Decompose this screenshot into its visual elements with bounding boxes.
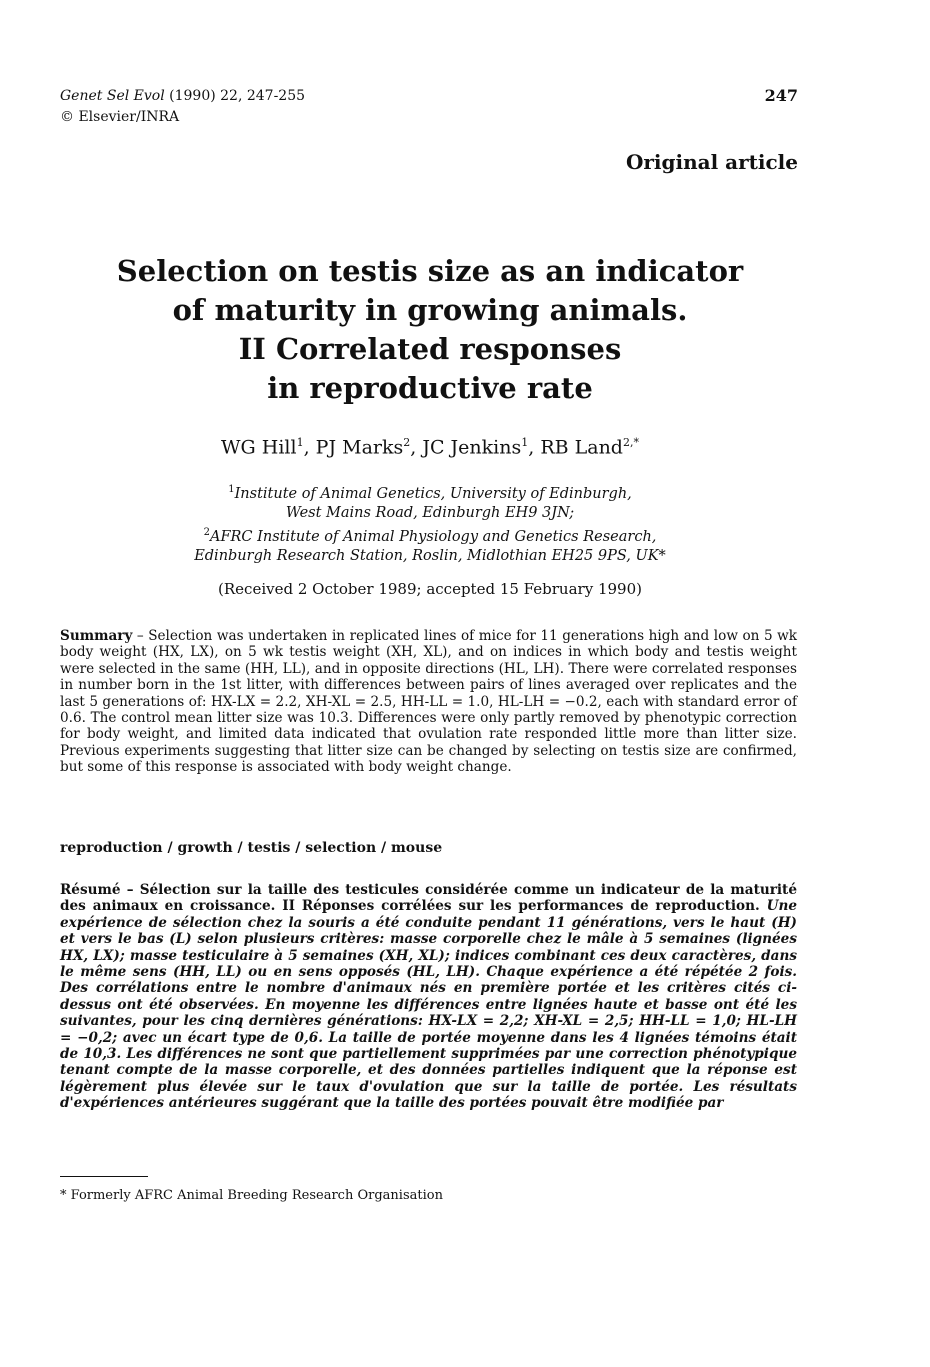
summary-label: Summary bbox=[60, 628, 133, 644]
footnote-rule bbox=[60, 1176, 148, 1177]
title-line: Selection on testis size as an indicator bbox=[116, 254, 744, 288]
journal-citation bbox=[60, 86, 305, 128]
summary-paragraph bbox=[60, 628, 797, 776]
author-affil-marker: 1 bbox=[296, 436, 304, 449]
affiliation-line: Edinburgh Research Station, Roslin, Midlothian EH25 9PS, UK* bbox=[194, 547, 666, 564]
author-list: WG Hill$^1$, PJ Marks$^2$, JC Jenkins$^1$, RB Land$^{2,*}$ bbox=[221, 436, 639, 459]
summary-text: – Selection was undertaken in replicated lines of mice for 11 generations high and low on 5 wk body weight (HX, LX), on 5 wk testis weight (XH, XL), and on indices in which body and testis weight were selected in the same (HH, LL), and in opposite directions (HL, LH). There were correlated responses in number born in the 1st litter, with differences between pairs of lines averaged over replicates and the last 5 generations of: HX-LX = 2.2, XH-XL = 2.5, HH-LL = 1.0, HL-LH = −0.2, each with standard error of 0.6. The control mean litter size was 10.3. Differences were only partly removed by phenotypic correction for body weight, and limited data indicated that ovulation rate responded little more than litter size. Previous experiments suggesting that litter size can be changed by selecting on testis size are confirmed, but some of this response is associated with body weight change. bbox=[60, 628, 797, 776]
copyright-line: © Elsevier/INRA bbox=[60, 109, 180, 125]
keywords: reproduction / growth / testis / selection / mouse bbox=[60, 840, 443, 856]
affiliation-line: Institute of Animal Genetics, University of Edinburgh, bbox=[234, 485, 632, 502]
author-affil-marker: 2,* bbox=[622, 436, 639, 449]
resume-title: Résumé – Sélection sur la taille des testicules considérée comme un indicateur de la maturité des animaux en croissance. II Réponses corrélées sur les performances de reproduction. bbox=[60, 882, 797, 915]
article-type: Original article bbox=[625, 150, 798, 174]
author-name: WG Hill bbox=[221, 436, 297, 459]
title-line: in reproductive rate bbox=[267, 371, 593, 405]
resume-paragraph bbox=[60, 882, 797, 1112]
affiliations bbox=[60, 480, 800, 566]
footnote: * Formerly AFRC Animal Breeding Research Organisation bbox=[60, 1188, 443, 1203]
title-line: II Correlated responses bbox=[238, 332, 622, 366]
affil-marker: 2 bbox=[203, 526, 210, 538]
journal-name: Genet Sel Evol bbox=[60, 88, 165, 104]
author-affil-marker: 2 bbox=[403, 436, 411, 449]
page-number: 247 bbox=[764, 86, 798, 105]
affil-marker: 1 bbox=[228, 484, 235, 495]
author-affil-marker: 1 bbox=[521, 436, 529, 449]
author-name: JC Jenkins bbox=[422, 436, 522, 459]
author-name: PJ Marks bbox=[315, 436, 404, 459]
title-line: of maturity in growing animals. bbox=[172, 293, 688, 327]
journal-volume: (1990) 22, 247-255 bbox=[164, 88, 306, 104]
affiliation-line: AFRC Institute of Animal Physiology and Genetics Research, bbox=[209, 528, 657, 545]
received-dates: (Received 2 October 1989; accepted 15 February 1990) bbox=[218, 580, 642, 598]
resume-text: Une expérience de sélection chez la souris a été conduite pendant 11 générations, vers le haut (H) et vers le bas (L) selon plusieurs critères: masse corporelle chez le mâle à 5 semaines (lignées HX, LX); masse testiculaire à 5 semaines (XH, XL); indices combinant ces deux caractères, dans le même sens (HH, LL) ou en sens opposés (HL, LH). Chaque expérience a été répétée 2 fois. Des corrélations entre le nombre d'animaux nés en première portée et les critères cités ci-dessus ont été observées. En moyenne les différences entre lignées haute et basse ont été les suivantes, pour les cinq dernières générations: HX-LX = 2,2; XH-XL = 2,5; HH-LL = 1,0; HL-LH = −0,2; avec un écart type de 0,6. La taille de portée moyenne dans les 4 lignées témoins était de 10,3. Les différences ne sont que partiellement supprimées par une correction phénotypique tenant compte de la masse corporelle, et des données partielles indiquent que la réponse est légèrement plus élevée sur le taux d'ovulation que sur la taille de portée. Les résultats d'expériences antérieures suggérant que la taille des portées pouvait être modifiée par bbox=[60, 898, 797, 1112]
author-name: RB Land bbox=[540, 436, 623, 459]
affiliation-line: West Mains Road, Edinburgh EH9 3JN; bbox=[285, 504, 575, 521]
paper-title bbox=[60, 252, 800, 408]
